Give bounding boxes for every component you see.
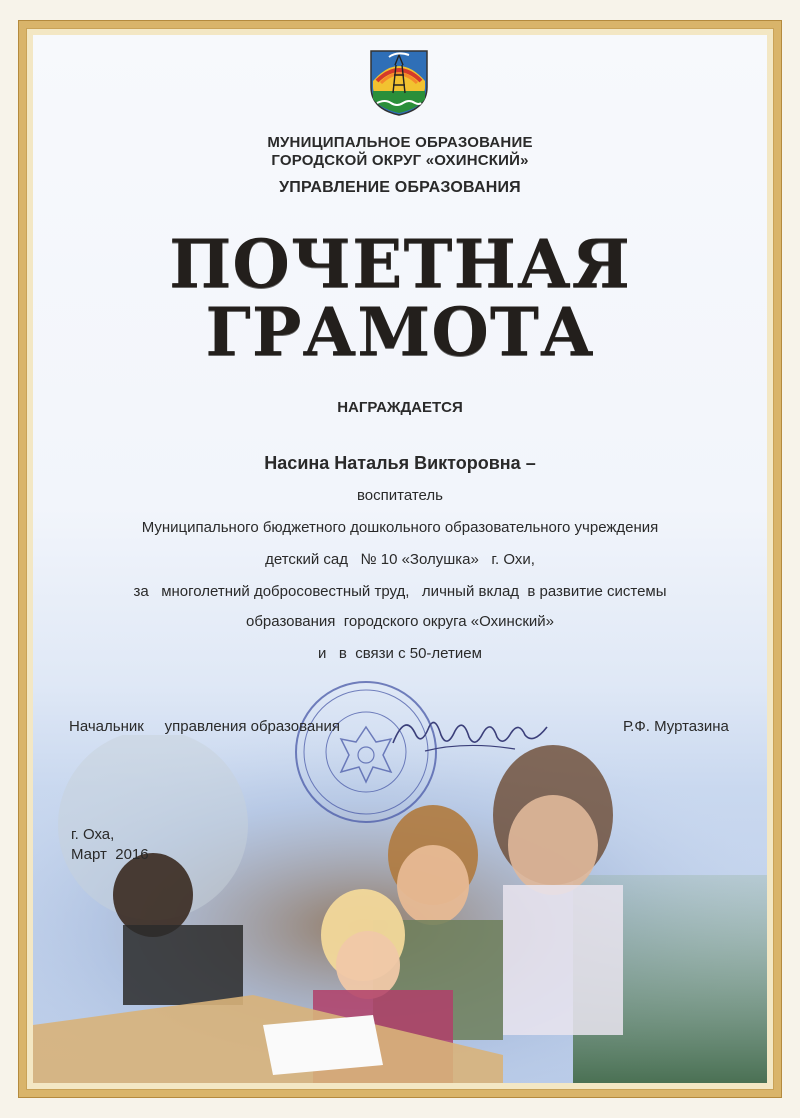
header-municipality: МУНИЦИПАЛЬНОЕ ОБРАЗОВАНИЕ xyxy=(267,134,533,151)
organization-line-1: Муниципального бюджетного дошкольного образовательного учреждения xyxy=(141,519,659,536)
issue-city: г. Оха, xyxy=(71,826,115,843)
issue-date: Март 2016 xyxy=(71,846,149,863)
header-district: ГОРОДСКОЙ ОКРУГ «ОХИНСКИЙ» xyxy=(271,152,529,169)
certificate-title-line1: ПОЧЕТНАЯ xyxy=(169,225,631,303)
awarded-label: НАГРАЖДАЕТСЯ xyxy=(337,399,463,416)
handwritten-signature xyxy=(385,703,555,763)
recipient-name: Насина Наталья Викторовна – xyxy=(264,453,536,473)
signatory-name: Р.Ф. Муртазина xyxy=(623,718,729,735)
reason-line-2: образования городского округа «Охинский» xyxy=(246,613,554,630)
certificate-title-line2: ГРАМОТА xyxy=(205,293,595,371)
organization-line-2: детский сад № 10 «Золушка» г. Охи, xyxy=(265,551,535,568)
reason-line-3: и в связи с 50-летием xyxy=(318,645,482,662)
reason-line-1: за многолетний добросовестный труд, личный вклад в развитие системы xyxy=(133,583,667,600)
signatory-title: Начальник управления образования xyxy=(69,718,341,735)
certificate-sheet xyxy=(33,35,767,1083)
header-department: УПРАВЛЕНИЕ ОБРАЗОВАНИЯ xyxy=(279,179,521,196)
recipient-position: воспитатель xyxy=(357,487,443,504)
coat-of-arms-icon xyxy=(367,47,431,117)
